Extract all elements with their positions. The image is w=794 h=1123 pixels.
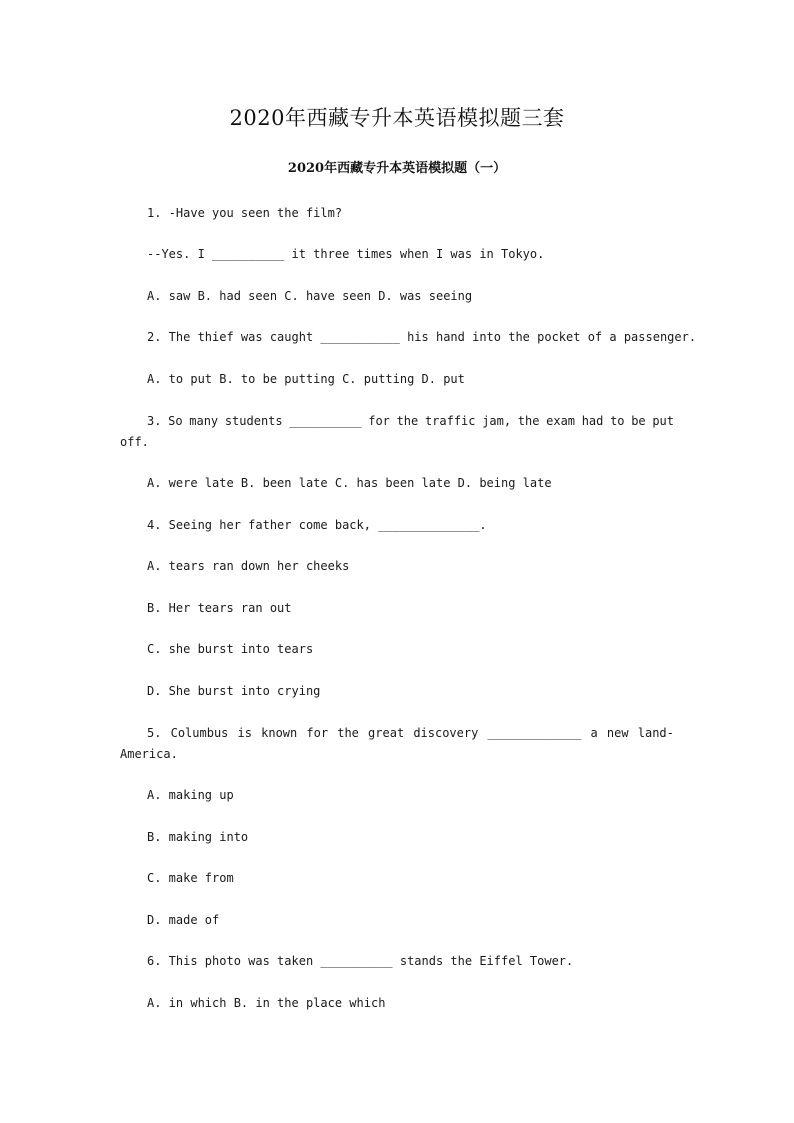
- question-3-word-0: 3.: [147, 414, 162, 428]
- question-5-word-7: discovery: [413, 726, 479, 740]
- question-2-options: A. to put B. to be putting C. putting D. put: [147, 372, 465, 386]
- question-4: 4. Seeing her father come back, ______________.: [147, 518, 487, 532]
- question-5-word-1: Columbus: [170, 726, 229, 740]
- question-3-word-8: jam,: [482, 414, 512, 428]
- question-3-word-2: many: [189, 414, 219, 428]
- question-3: [147, 411, 674, 431]
- question-3-word-14: put: [652, 414, 674, 428]
- question-2: 2. The thief was caught ___________ his hand into the pocket of a passenger.: [147, 330, 697, 344]
- question-5-word-2: is: [237, 726, 252, 740]
- question-3-word-7: traffic: [424, 414, 476, 428]
- question-1-answer-line: --Yes. I __________ it three times when I was in Tokyo.: [147, 247, 545, 261]
- question-3-word-1: So: [168, 414, 183, 428]
- question-6: 6. This photo was taken __________ stands the Eiffel Tower.: [147, 954, 574, 968]
- question-5-word-10: new: [606, 726, 629, 740]
- question-5-continuation: America.: [120, 747, 178, 761]
- question-3-word-3: students: [224, 414, 283, 428]
- question-3-word-13: be: [631, 414, 646, 428]
- section-title: 2020年西藏专升本英语模拟题（一）: [287, 161, 507, 176]
- question-1: 1. -Have you seen the film?: [147, 206, 343, 220]
- question-3-options: A. were late B. been late C. has been late D. being late: [147, 476, 552, 490]
- question-5-word-3: known: [261, 726, 298, 740]
- question-3-word-12: to: [610, 414, 625, 428]
- question-5-option-a: A. making up: [147, 788, 234, 802]
- question-3-word-11: had: [581, 414, 604, 428]
- question-3-word-9: the: [517, 414, 540, 428]
- question-5-word-0: 5.: [147, 726, 162, 740]
- question-4-option-d: D. She burst into crying: [147, 684, 321, 698]
- question-5-word-9: a: [590, 726, 598, 740]
- question-1-options: A. saw B. had seen C. have seen D. was seeing: [147, 289, 473, 303]
- question-6-options: A. in which B. in the place which: [147, 996, 386, 1010]
- question-3-word-5: for: [368, 414, 390, 428]
- question-3-word-10: exam: [546, 414, 576, 428]
- question-4-option-c: C. she burst into tears: [147, 642, 314, 656]
- question-5-word-6: great: [368, 726, 405, 740]
- question-5: [147, 723, 674, 743]
- question-3-word-4: __________: [289, 414, 362, 428]
- question-5-word-4: for: [306, 726, 329, 740]
- question-5-word-5: the: [337, 726, 359, 740]
- question-5-word-11: land-: [637, 726, 674, 740]
- question-5-option-c: C. make from: [147, 871, 234, 885]
- document-title: 2020年西藏专升本英语模拟题三套: [229, 106, 565, 130]
- question-4-option-b: B. Her tears ran out: [147, 601, 292, 615]
- question-3-word-6: the: [396, 414, 419, 428]
- question-4-option-a: A. tears ran down her cheeks: [147, 559, 350, 573]
- question-5-option-d: D. made of: [147, 913, 220, 927]
- question-3-continuation: off.: [120, 435, 149, 449]
- question-5-option-b: B. making into: [147, 830, 249, 844]
- question-5-word-8: _____________: [487, 726, 582, 740]
